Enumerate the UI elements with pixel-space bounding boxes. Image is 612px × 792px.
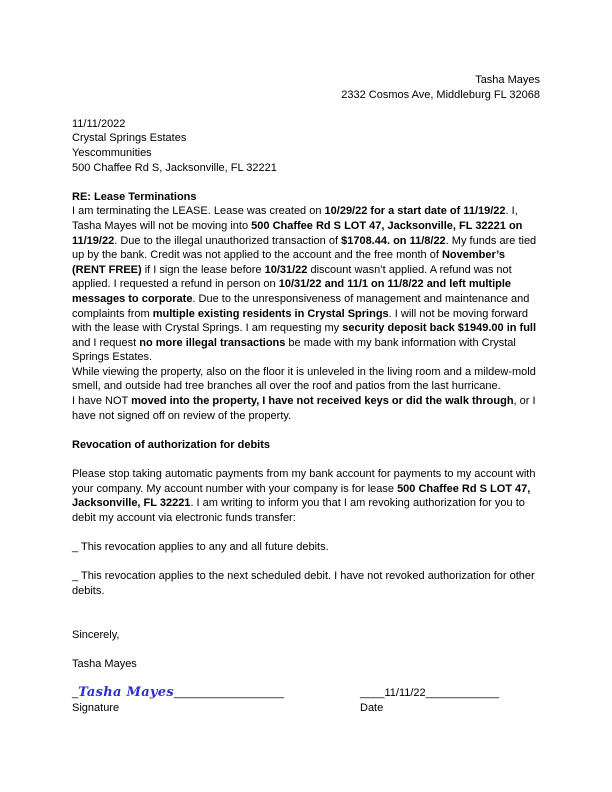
handwritten-signature: Tasha Mayes: [78, 684, 174, 700]
blank-line: [72, 175, 540, 190]
recipient-line-2: Yescommunities: [72, 146, 152, 159]
subject-line: RE: Lease Terminations: [72, 190, 197, 203]
paragraph-revocation: Please stop taking automatic payments from my bank account for payments to my account with your company. My account number with your company is for lease 500 Chaffee Rd S LOT 47, Jacksonville, FL 32221. I am writing to inform you that I am revoking authorization for you to debit my account via electronic funds transfer:: [72, 468, 536, 524]
blank-line: [72, 102, 540, 117]
blank-line: [72, 598, 540, 613]
revocation-option-next-scheduled-debit: _ This revocation applies to the next scheduled debit. I have not revoked authorization for other debits.: [72, 570, 535, 597]
paragraph-property-condition: While viewing the property, also on the floor it is unleveled in the living room and a mildew-mold smell, and outside had tree branches all over the roof and patios from the last hurricane.: [72, 365, 536, 393]
paragraph-not-moved-in: I have NOT moved into the property, I have not received keys or did the walk through, or I have not signed off on review of the property.: [72, 395, 536, 422]
blank-line: [72, 525, 540, 540]
signature-date-row: [72, 686, 540, 701]
recipient-line-3: 500 Chaffee Rd S, Jacksonville, FL 32221: [72, 161, 277, 174]
sender-name: Tasha Mayes: [475, 74, 540, 86]
revocation-heading: Revocation of authorization for debits: [72, 438, 271, 451]
blank-line: [72, 452, 540, 467]
blank-line: [72, 642, 540, 657]
date-line-rule: ____________: [425, 686, 500, 699]
recipient-line-1: Crystal Springs Estates: [72, 132, 187, 145]
date-line-field: [360, 686, 540, 701]
blank-line: [72, 671, 540, 686]
signature-line-prefix: _: [72, 686, 79, 699]
paragraph-termination: I am terminating the LEASE. Lease was created on 10/29/22 for a start date of 11/19/22. I, Tasha Mayes will not be moving into 500 Chaffee Rd S LOT 47, Jacksonville, FL 32221 on 11/19/22. Due to the illegal unauthorized transaction of $1708.44. on 11/8/22. My funds are tied up by the bank. Credit was not applied to the account and the free month of November’s (RENT FREE) if I sign the lease before 10/31/22 discount wasn’t applied. A refund was not applied. I requested a refund in person on 10/31/22 and 11/1 on 11/8/22 and left multiple messages to corporate. Due to the unresponsiveness of management and maintenance and complaints from multiple existing residents in Crystal Springs. I will not be moving forward with the lease with Crystal Springs. I am requesting my security deposit back $1949.00 in full and I request no more illegal transactions be made with my bank information with Crystal Springs Estates.: [72, 205, 537, 364]
revocation-option-all-future-debits: _ This revocation applies to any and all future debits.: [72, 541, 329, 553]
signature-line: [72, 686, 360, 701]
blank-line: [72, 423, 540, 438]
date-line-prefix: ____: [360, 686, 385, 699]
letter-date: 11/11/2022: [72, 117, 126, 130]
signature-line-rule: __________________: [173, 686, 285, 699]
closing-name: Tasha Mayes: [72, 657, 137, 670]
signature-date-labels-row: [72, 701, 540, 716]
date-value: 11/11/22: [384, 686, 426, 699]
date-label: Date: [360, 701, 384, 714]
signature-label: Signature: [72, 701, 120, 714]
sender-block: [72, 73, 540, 102]
date-recipient-block: [72, 117, 540, 175]
closing-sincerely: Sincerely,: [72, 628, 120, 641]
blank-line: [72, 613, 540, 628]
blank-line: [72, 555, 540, 570]
sender-address: 2332 Cosmos Ave, Middleburg FL 32068: [341, 88, 540, 101]
